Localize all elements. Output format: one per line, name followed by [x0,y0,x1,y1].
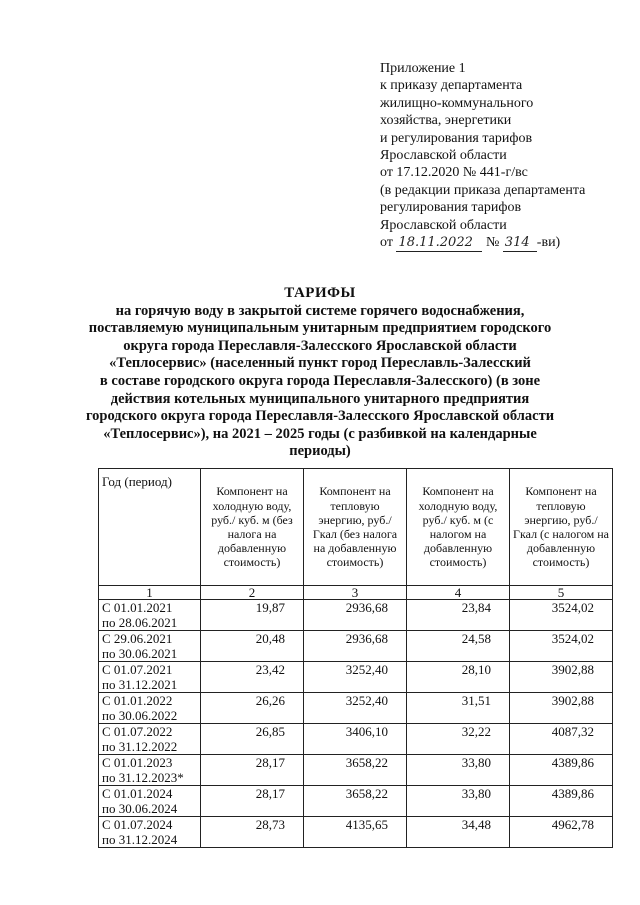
appendix-line: хозяйства, энергетики [380,113,512,129]
table-header-row [99,469,613,586]
period-from: С 01.01.2021 [102,600,173,615]
prefix: от [380,235,393,251]
number-label: № [485,235,500,251]
value-cell: 3658,22 [304,786,407,817]
table-row [99,817,613,848]
value-cell: 32,22 [407,724,510,755]
period-cell [99,631,201,662]
column-number: 3 [304,586,407,600]
appendix-line: Приложение 1 [380,61,466,76]
value-cell: 26,26 [201,693,304,724]
header-heat-no-vat: Компонент на тепловую энергию, руб./Гкал (без налога на добавленную стоимость) [304,469,407,586]
title-line: «Теплосервис» (населенный пункт город Переславль-Залесский [109,355,531,372]
period-from: С 01.01.2023 [102,755,173,770]
value-cell: 33,80 [407,786,510,817]
value-cell: 34,48 [407,817,510,848]
period-to: по 31.12.2023* [102,770,184,785]
appendix-block [380,60,630,252]
value-cell: 3524,02 [510,631,613,662]
value-cell: 31,51 [407,693,510,724]
header-cold-water-no-vat: Компонент на холодную воду, руб./ куб. м (без налога на добавленную стоимость) [201,469,304,586]
title-line: округа города Переславля-Залесского Ярославской области [123,337,517,354]
title-line: на горячую воду в закрытой системе горячего водоснабжения, [115,302,525,319]
value-cell: 2936,68 [304,600,407,631]
column-number: 5 [510,586,613,600]
period-cell [99,786,201,817]
title-heading: ТАРИФЫ [284,285,356,301]
appendix-amendment-line [380,234,630,252]
value-cell: 4087,32 [510,724,613,755]
value-cell: 23,84 [407,600,510,631]
period-to: по 31.12.2022 [102,739,178,754]
value-cell: 28,17 [201,786,304,817]
value-cell: 4962,78 [510,817,613,848]
period-to: по 30.06.2024 [102,801,178,816]
table-row [99,755,613,786]
appendix-line: от 17.12.2020 № 441-г/вс [380,165,528,181]
period-to: по 31.12.2024 [102,832,178,847]
value-cell: 3658,22 [304,755,407,786]
table-row [99,662,613,693]
value-cell: 2936,68 [304,631,407,662]
value-cell: 4389,86 [510,755,613,786]
header-period: Год (период) [99,469,201,586]
period-from: С 01.07.2022 [102,724,173,739]
handwritten-number: 314 [503,234,537,252]
period-from: С 01.01.2024 [102,786,173,801]
title-line: в составе городского округа города Переславля-Залесского) (в зоне [99,372,541,389]
table-row [99,600,613,631]
table-row [99,693,613,724]
period-cell [99,600,201,631]
period-cell [99,817,201,848]
value-cell: 3524,02 [510,600,613,631]
value-cell: 3902,88 [510,662,613,693]
title-line: действия котельных муниципального унитарного предприятия [110,390,530,407]
value-cell: 26,85 [201,724,304,755]
period-cell [99,693,201,724]
appendix-line: и регулирования тарифов [380,130,533,146]
column-number: 4 [407,586,510,600]
appendix-line: Ярославской области [380,148,507,164]
period-from: С 29.06.2021 [102,631,173,646]
value-cell: 20,48 [201,631,304,662]
value-cell: 4135,65 [304,817,407,848]
period-to: по 30.06.2021 [102,646,178,661]
period-cell [99,662,201,693]
tariff-table [98,468,613,848]
value-cell: 24,58 [407,631,510,662]
value-cell: 3252,40 [304,662,407,693]
value-cell: 19,87 [201,600,304,631]
column-number-row [99,586,613,600]
column-number: 1 [99,586,201,600]
value-cell: 28,17 [201,755,304,786]
period-to: по 28.06.2021 [102,615,178,630]
value-cell: 28,73 [201,817,304,848]
table-row [99,631,613,662]
header-cold-water-vat: Компонент на холодную воду, руб./ куб. м (с налогом на добавленную стоимость) [407,469,510,586]
period-from: С 01.07.2024 [102,817,173,832]
appendix-line: регулирования тарифов [380,200,522,216]
period-to: по 30.06.2022 [102,708,178,723]
period-to: по 31.12.2021 [102,677,178,692]
handwritten-date: 18.11.2022 [396,234,482,252]
period-from: С 01.07.2021 [102,662,173,677]
table-row [99,724,613,755]
title-line: «Теплосервис»), на 2021 – 2025 годы (с разбивкой на календарные [103,425,537,442]
value-cell: 3406,10 [304,724,407,755]
column-number: 2 [201,586,304,600]
title-line: периоды) [289,443,351,460]
value-cell: 23,42 [201,662,304,693]
title-line: поставляемую муниципальным унитарным предприятием городского [88,320,552,337]
header-heat-vat: Компонент на тепловую энергию, руб./Гкал (с налогом на добавленную стоимость) [510,469,613,586]
value-cell: 28,10 [407,662,510,693]
value-cell: 4389,86 [510,786,613,817]
period-cell [99,724,201,755]
title-line: городского округа города Переславля-Залесского Ярославской области [85,408,555,425]
suffix: -ви) [536,235,561,251]
appendix-line: Ярославской области [380,217,507,233]
appendix-line: жилищно-коммунального [380,95,534,111]
period-cell [99,755,201,786]
document-title [60,285,580,461]
appendix-line: (в редакции приказа департамента [380,182,586,198]
appendix-line: к приказу департамента [380,78,523,94]
table-row [99,786,613,817]
period-from: С 01.01.2022 [102,693,173,708]
value-cell: 33,80 [407,755,510,786]
value-cell: 3252,40 [304,693,407,724]
value-cell: 3902,88 [510,693,613,724]
